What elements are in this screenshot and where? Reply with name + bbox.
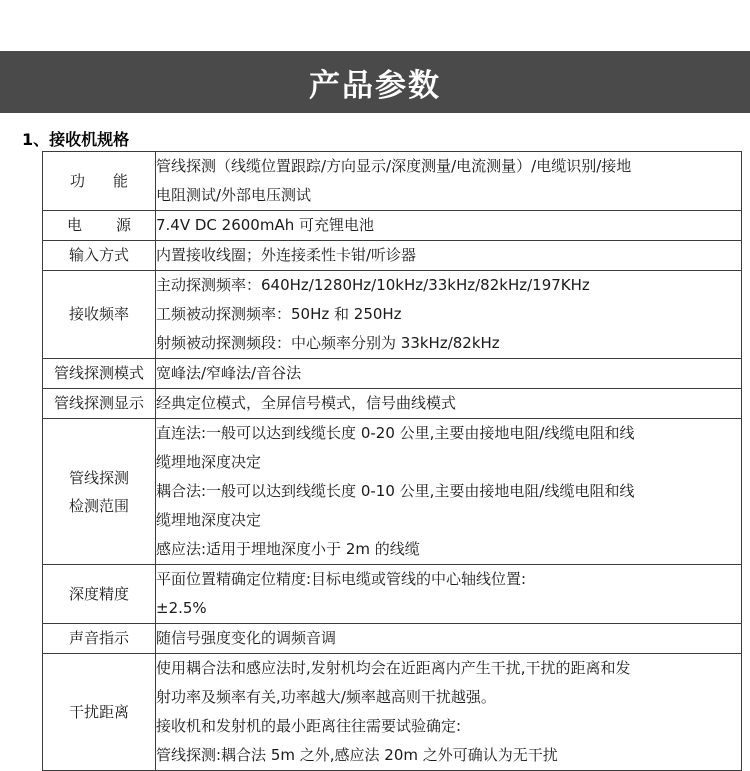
- row-value-depth-accuracy: 平面位置精确定位精度:目标电缆或管线的中心轴线位置: ±2.5%: [156, 565, 742, 624]
- row-label-detect-display: 管线探测显示: [43, 389, 156, 419]
- row-value-detect-range: 直连法:一般可以达到线缆长度 0-20 公里,主要由接地电阻/线缆电阻和线 缆埋地深度决定 耦合法:一般可以达到线缆长度 0-10 公里,主要由接地电阻/线缆电阻和线 缆埋地深度决定 感应法:适用于埋地深度小于 2m 的线缆: [156, 419, 742, 565]
- table-row: [43, 241, 742, 271]
- table-row: [43, 565, 742, 624]
- row-value-frequency: 主动探测频率：640Hz/1280Hz/10kHz/33kHz/82kHz/197KHz 工频被动探测频率：50Hz 和 250Hz 射频被动探测频段：中心频率分别为 33kHz/82kHz: [156, 271, 742, 359]
- row-value-detect-display: 经典定位模式，全屏信号模式，信号曲线模式: [156, 389, 742, 419]
- table-row: [43, 654, 742, 771]
- row-value-interference: 使用耦合法和感应法时,发射机均会在近距离内产生干扰,干扰的距离和发 射功率及频率有关,功率越大/频率越高则干扰越强。 接收机和发射机的最小距离往往需要试验确定: 管线探测:耦合法 5m 之外,感应法 20m 之外可确认为无干扰: [156, 654, 742, 771]
- row-label-function: 功 能: [43, 152, 156, 211]
- row-label-input: 输入方式: [43, 241, 156, 271]
- row-label-sound: 声音指示: [43, 624, 156, 654]
- row-value-input: 内置接收线圈；外连接柔性卡钳/听诊器: [156, 241, 742, 271]
- row-label-depth-accuracy: 深度精度: [43, 565, 156, 624]
- row-value-power: 7.4V DC 2600mAh 可充锂电池: [156, 211, 742, 241]
- table-row: [43, 152, 742, 211]
- row-label-detect-range: 管线探测 检测范围: [43, 419, 156, 565]
- spec-table: [42, 151, 742, 771]
- row-value-detect-mode: 宽峰法/窄峰法/音谷法: [156, 359, 742, 389]
- table-row: [43, 211, 742, 241]
- table-row: [43, 419, 742, 565]
- row-label-detect-mode: 管线探测模式: [43, 359, 156, 389]
- header-banner: [0, 51, 750, 113]
- page-title: 产品参数: [309, 67, 441, 104]
- row-value-function: 管线探测（线缆位置跟踪/方向显示/深度测量/电流测量）/电缆识别/接地 电阻测试/外部电压测试: [156, 152, 742, 211]
- table-row: [43, 389, 742, 419]
- table-row: [43, 624, 742, 654]
- row-label-interference: 干扰距离: [43, 654, 156, 771]
- row-label-power: 电 源: [43, 211, 156, 241]
- table-row: [43, 271, 742, 359]
- row-value-sound: 随信号强度变化的调频音调: [156, 624, 742, 654]
- row-label-frequency: 接收频率: [43, 271, 156, 359]
- section-title: 1、接收机规格: [22, 130, 130, 149]
- table-row: [43, 359, 742, 389]
